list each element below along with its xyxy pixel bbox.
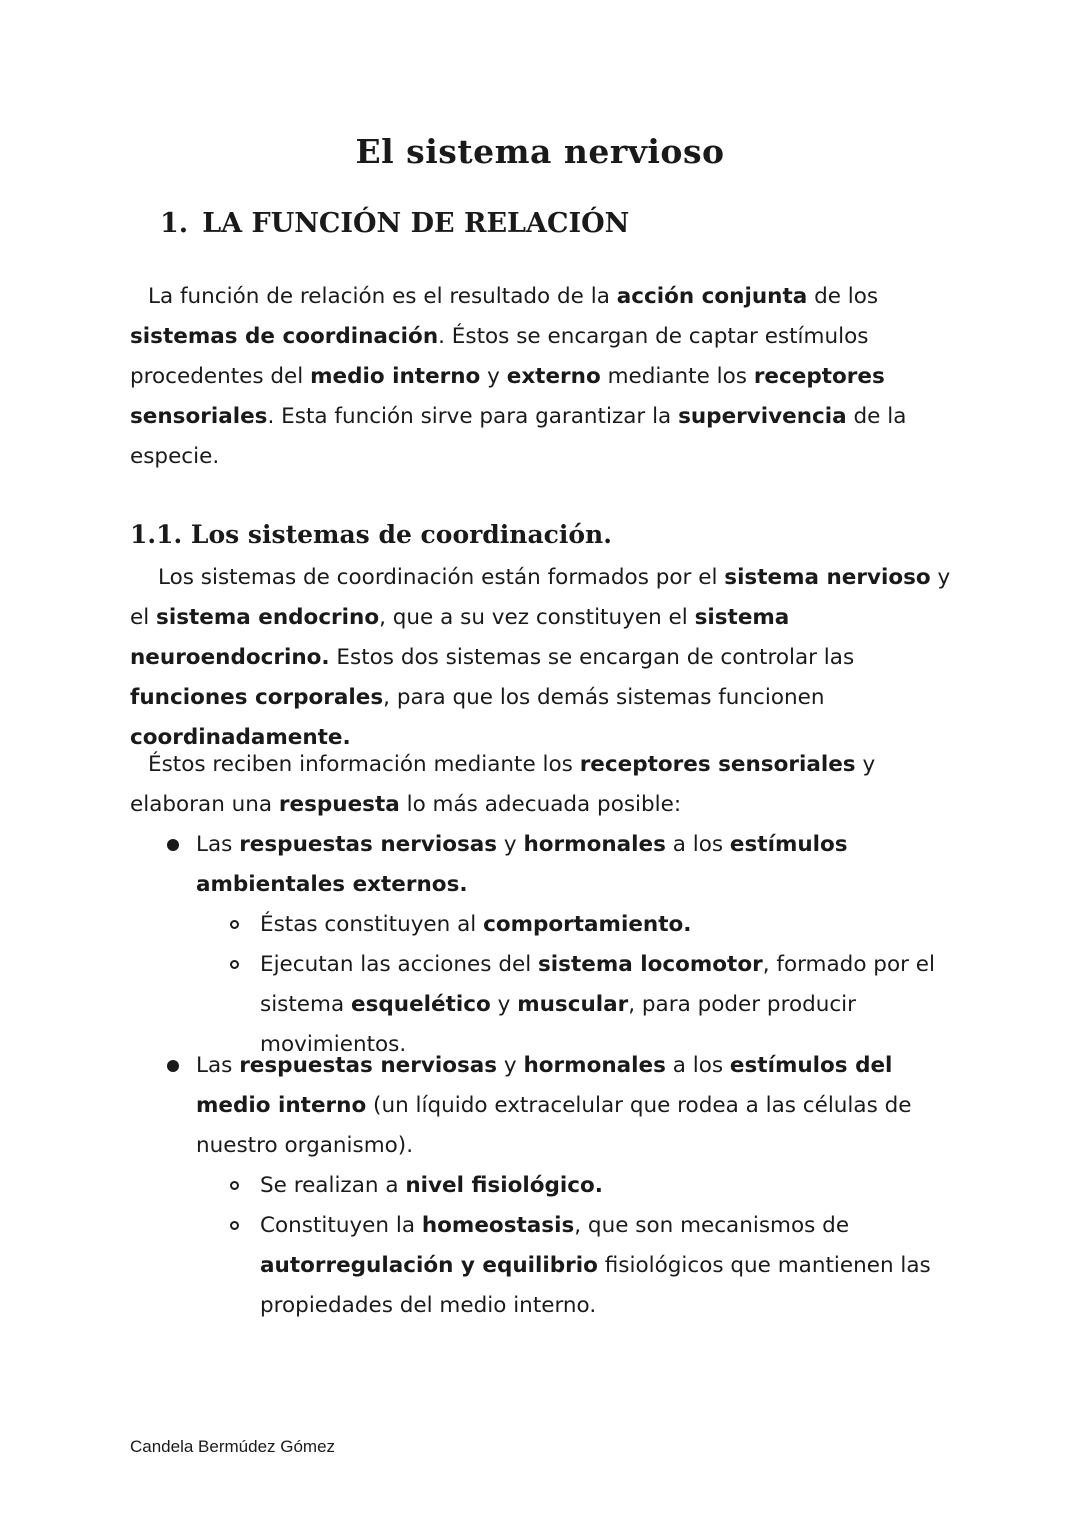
- bullet-list-internal: [130, 1046, 960, 1326]
- section-number: 1.: [160, 208, 189, 239]
- circle-bullet-icon: [230, 1221, 239, 1230]
- page-title: El sistema nervioso: [355, 132, 725, 171]
- bullet-icon: [167, 1060, 179, 1072]
- list-item: Las respuestas nerviosas y hormonales a los estímulos ambientales externos.: [130, 825, 960, 905]
- sub-list-item: Ejecutan las acciones del sistema locomotor, formado por el sistema esquelético y muscular, para poder producir movimientos.: [130, 945, 960, 1065]
- circle-bullet-icon: [230, 920, 239, 929]
- circle-bullet-icon: [230, 1181, 239, 1190]
- paragraph-relation-function: La función de relación es el resultado de la acción conjunta de los sistemas de coordinación. Éstos se encargan de captar estímulos procedentes del medio interno y externo mediante los receptores sensoriales. Esta función sirve para garantizar la supervivencia de la especie.: [130, 284, 907, 469]
- author-footer: Candela Bermúdez Gómez: [130, 1437, 336, 1456]
- sub-list-item: Constituyen la homeostasis, que son mecanismos de autorregulación y equilibrio fisiológicos que mantienen las propiedades del medio interno.: [130, 1206, 960, 1326]
- sub-list-item: Se realizan a nivel fisiológico.: [130, 1166, 960, 1206]
- bullet-icon: [167, 839, 179, 851]
- subsection-heading: 1.1. Los sistemas de coordinación.: [130, 520, 612, 549]
- sub-list-item: Éstas constituyen al comportamiento.: [130, 905, 960, 945]
- list-item: Las respuestas nerviosas y hormonales a los estímulos del medio interno (un líquido extracelular que rodea a las células de nuestro organismo).: [130, 1046, 960, 1166]
- paragraph-coordination-systems: Los sistemas de coordinación están formados por el sistema nervioso y el sistema endocrino, que a su vez constituyen el sistema neuroendocrino. Estos dos sistemas se encargan de controlar las funciones corporales, para que los demás sistemas funcionen coordinadamente.: [130, 565, 951, 750]
- section-heading-1: [160, 208, 629, 239]
- circle-bullet-icon: [230, 960, 239, 969]
- bullet-list-external: [130, 825, 960, 1065]
- paragraph-responses: Éstos reciben información mediante los receptores sensoriales y elaboran una respuesta lo más adecuada posible:: [130, 752, 876, 817]
- section-title: LA FUNCIÓN DE RELACIÓN: [202, 208, 630, 239]
